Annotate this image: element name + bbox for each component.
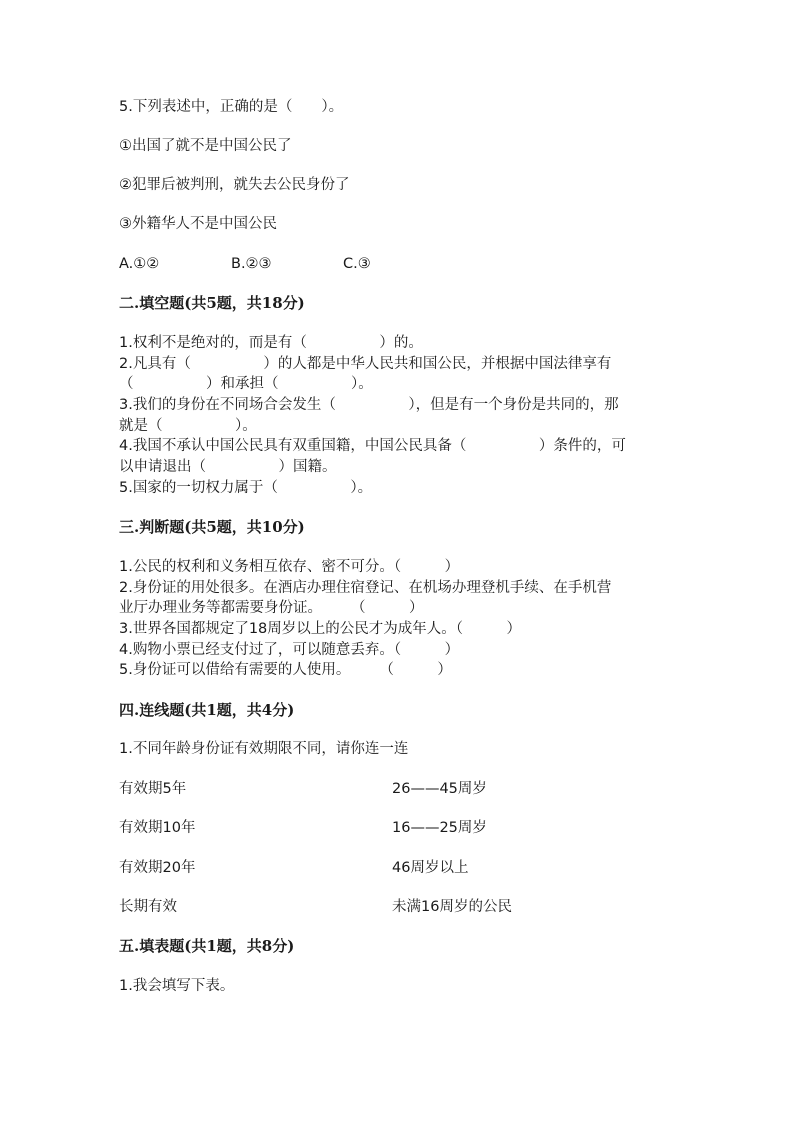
- question-5-option-a: A.①②: [119, 256, 160, 272]
- question-5-option-b: B.②③: [231, 256, 272, 272]
- section-2-heading: 二.填空题(共5题，共18分): [119, 294, 305, 312]
- matching-right-item: 16——25周岁: [392, 820, 487, 836]
- true-false-line: 4.购物小票已经支付过了，可以随意丢弃。（ ）: [119, 642, 460, 658]
- fill-blank-line: 2.凡具有（ ）的人都是中华人民共和国公民，并根据中国法律享有: [119, 356, 612, 372]
- matching-question: 1.不同年龄身份证有效期限不同，请你连一连: [119, 741, 409, 757]
- table-question: 1.我会填写下表。: [119, 978, 235, 994]
- matching-left-item: 长期有效: [119, 899, 177, 915]
- section-5-heading: 五.填表题(共1题，共8分): [119, 937, 295, 955]
- question-5-statement-2: ②犯罪后被判刑，就失去公民身份了: [119, 177, 350, 193]
- true-false-line: 5.身份证可以借给有需要的人使用。 （ ）: [119, 662, 452, 678]
- fill-blank-line: （ ）和承担（ ）。: [119, 376, 373, 392]
- fill-blank-line: 3.我们的身份在不同场合会发生（ ），但是有一个身份是共同的，那: [119, 397, 619, 413]
- question-5-stem: 5.下列表述中，正确的是（ ）。: [119, 99, 344, 115]
- fill-blank-line: 1.权利不是绝对的，而是有（ ）的。: [119, 335, 423, 351]
- fill-blank-line: 5.国家的一切权力属于（ ）。: [119, 480, 373, 496]
- question-5-option-c: C.③: [343, 256, 371, 272]
- question-5-statement-3: ③外籍华人不是中国公民: [119, 216, 277, 232]
- fill-blank-line: 以申请退出（ ）国籍。: [119, 459, 337, 475]
- true-false-line: 业厅办理业务等都需要身份证。 （ ）: [119, 600, 424, 616]
- section-4-heading: 四.连线题(共1题，共4分): [119, 701, 295, 719]
- matching-left-item: 有效期20年: [119, 860, 196, 876]
- matching-left-item: 有效期5年: [119, 781, 187, 797]
- section-3-heading: 三.判断题(共5题，共10分): [119, 518, 305, 536]
- true-false-line: 3.世界各国都规定了18周岁以上的公民才为成年人。（ ）: [119, 621, 522, 637]
- question-5-statement-1: ①出国了就不是中国公民了: [119, 138, 292, 154]
- fill-blank-line: 4.我国不承认中国公民具有双重国籍，中国公民具备（ ）条件的，可: [119, 438, 626, 454]
- true-false-line: 1.公民的权利和义务相互依存、密不可分。（ ）: [119, 559, 460, 575]
- matching-right-item: 46周岁以上: [392, 860, 469, 876]
- matching-right-item: 未满16周岁的公民: [392, 899, 512, 915]
- matching-right-item: 26——45周岁: [392, 781, 487, 797]
- fill-blank-line: 就是（ ）。: [119, 418, 257, 434]
- true-false-line: 2.身份证的用处很多。在酒店办理住宿登记、在机场办理登机手续、在手机营: [119, 580, 612, 596]
- matching-left-item: 有效期10年: [119, 820, 196, 836]
